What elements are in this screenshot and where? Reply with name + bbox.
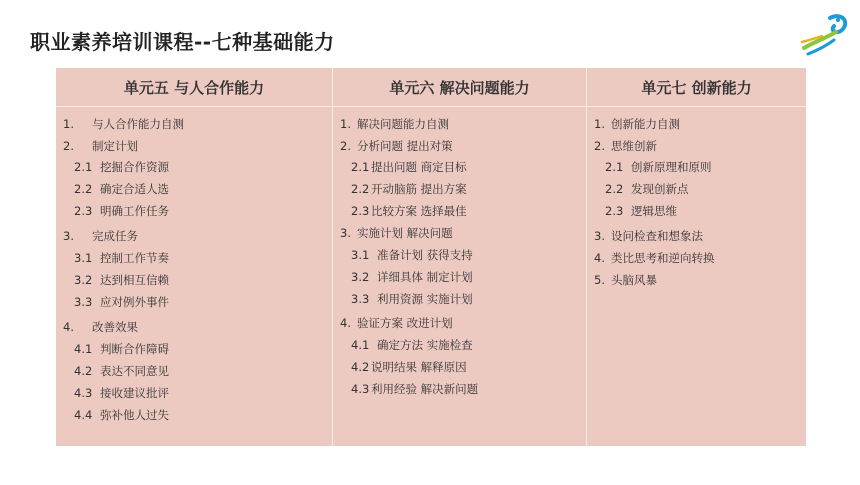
list-item: 3. 设问检查和想象法 [594, 229, 703, 243]
skills-table [56, 68, 806, 446]
list-item: 4.1 判断合作障碍 [74, 342, 169, 356]
logo [800, 8, 852, 58]
column-header: 单元七 创新能力 [587, 68, 806, 107]
list-item: 1. 与人合作能力自测 [63, 117, 184, 131]
list-item: 2.1 提出问题 商定目标 [351, 160, 467, 174]
list-item: 2. 分析问题 提出对策 [340, 139, 453, 153]
list-item: 2.2 发现创新点 [605, 182, 689, 196]
list-item: 1. 解决问题能力自测 [340, 117, 449, 131]
unit-column [586, 68, 806, 446]
list-item: 1. 创新能力自测 [594, 117, 680, 131]
list-item: 2.3 逻辑思维 [605, 204, 677, 218]
list-item: 2. 思维创新 [594, 139, 657, 153]
list-item: 4.3 利用经验 解决新问题 [351, 382, 479, 396]
list-item: 3.2 达到相互信赖 [74, 273, 169, 287]
list-item: 4.3 接收建议批评 [74, 386, 169, 400]
list-item: 3.3 利用资源 实施计划 [351, 292, 473, 306]
list-item: 2.3 明确工作任务 [74, 204, 169, 218]
list-item: 3. 完成任务 [63, 229, 138, 243]
list-item: 2.3 比较方案 选择最佳 [351, 204, 467, 218]
column-header: 单元六 解决问题能力 [333, 68, 586, 107]
list-item: 4. 改善效果 [63, 320, 138, 334]
list-item: 2.1 创新原理和原则 [605, 160, 712, 174]
list-item: 2. 制定计划 [63, 139, 138, 153]
list-item: 4. 验证方案 改进计划 [340, 316, 453, 330]
list-item: 3.1 控制工作节奏 [74, 251, 169, 265]
list-item: 3.3 应对例外事件 [74, 295, 169, 309]
list-item: 4.1 确定方法 实施检查 [351, 338, 473, 352]
list-item: 4. 类比思考和逆向转换 [594, 251, 715, 265]
list-item: 4.2 表达不同意见 [74, 364, 169, 378]
unit-column [56, 68, 332, 446]
list-item: 3.1 准备计划 获得支持 [351, 248, 473, 262]
list-item: 2.1 挖掘合作资源 [74, 160, 169, 174]
list-item: 4.2 说明结果 解释原因 [351, 360, 467, 374]
unit-column [332, 68, 586, 446]
list-item: 2.2 确定合适人选 [74, 182, 169, 196]
column-header: 单元五 与人合作能力 [56, 68, 332, 107]
list-item: 5. 头脑风暴 [594, 273, 657, 287]
list-item: 3.2 详细具体 制定计划 [351, 270, 473, 284]
slide-title: 职业素养培训课程--七种基础能力 [30, 30, 335, 54]
list-item: 3. 实施计划 解决问题 [340, 226, 453, 240]
list-item: 2.2 开动脑筋 提出方案 [351, 182, 467, 196]
list-item: 4.4 弥补他人过失 [74, 408, 169, 422]
